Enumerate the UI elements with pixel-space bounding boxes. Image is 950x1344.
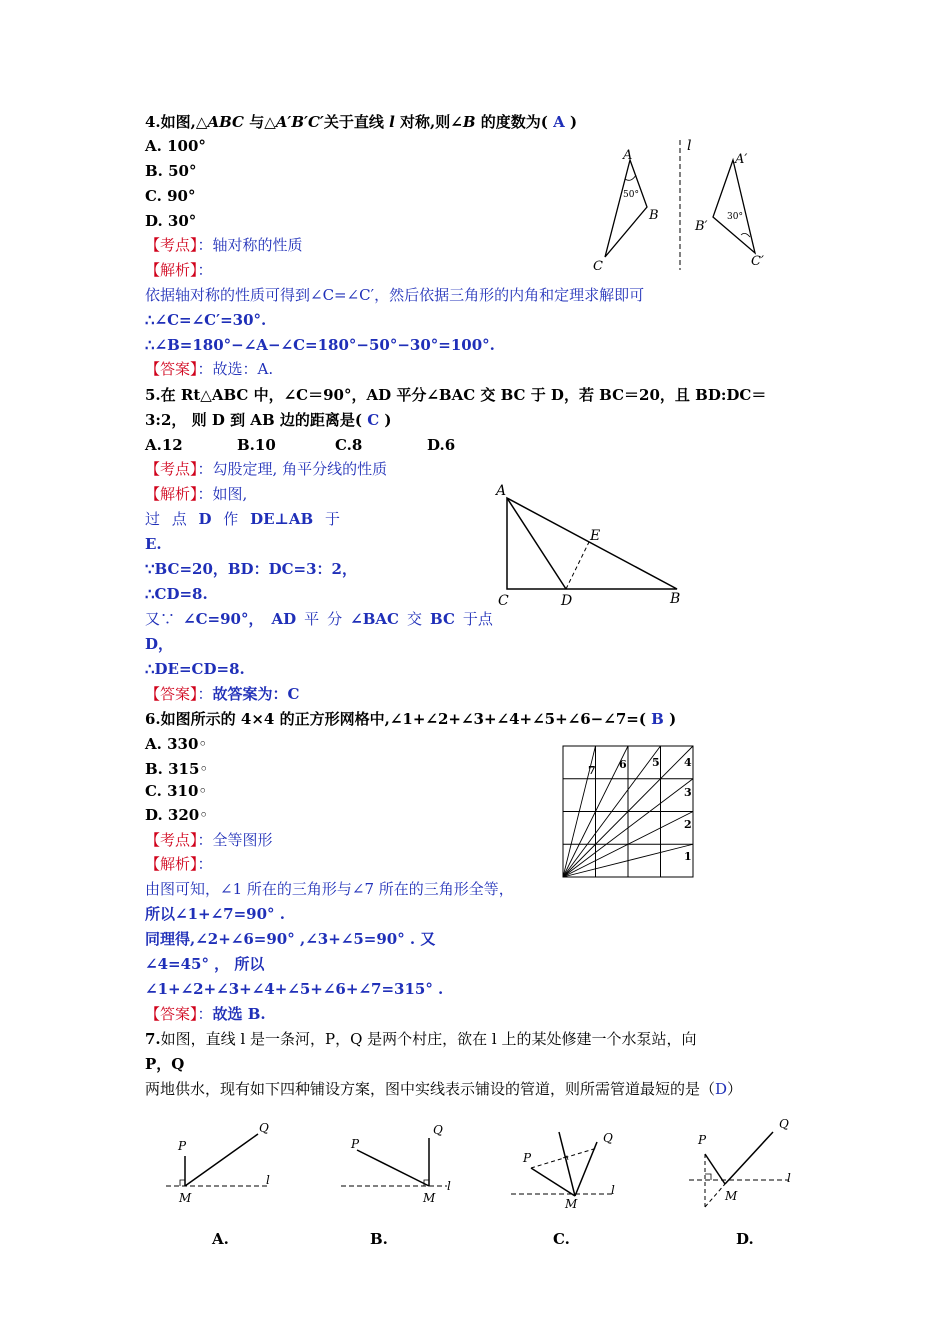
q6-answer: B: [651, 710, 664, 728]
q4-answer: A: [553, 113, 565, 131]
q6-option-c: C. 310◦: [145, 782, 208, 800]
q4-label-c: C: [593, 259, 603, 274]
q5-kaodian: 【考点】：勾股定理, 角平分线的性质: [145, 460, 388, 478]
q6-label-4: 4: [684, 756, 692, 769]
q7-caption-d: D.: [736, 1230, 754, 1248]
q5-label-a: A: [496, 483, 507, 499]
q4-option-d: D. 30°: [145, 212, 197, 230]
q7b-label-l: l: [447, 1179, 451, 1193]
q6-kaodian: 【考点】：全等图形: [145, 831, 273, 849]
q5-stem-line1: 5.在 Rt△ABC 中，∠C＝90°，AD 平分∠BAC 交 BC 于 D，若 BC＝20，且 BD:DC＝: [145, 386, 767, 404]
q6-label-7: 7: [588, 764, 596, 777]
q4-label-b: B: [649, 208, 659, 223]
q5-jiexi-7: ∴DE=CD=8.: [145, 660, 245, 678]
q4-kaodian: 【考点】：轴对称的性质: [145, 236, 303, 254]
q4-jiexi-2: ∴∠C=∠C′=30°.: [145, 311, 267, 329]
q5-label-b: B: [670, 591, 681, 607]
q6-jiexi-5: ∠1+∠2+∠3+∠4+∠5+∠6+∠7=315° .: [145, 980, 444, 998]
q7c-label-q: Q: [603, 1131, 613, 1145]
q5-jiexi-1: 过 点 D 作 DE⊥AB 于: [145, 510, 340, 528]
q5-option-a: A.12: [145, 436, 183, 454]
q7-stem-line3: 两地供水，现有如下四种铺设方案，图中实线表示铺设的管道，则所需管道最短的是（D）: [145, 1080, 743, 1098]
q4-figure: [585, 135, 785, 275]
q7a-label-m: M: [179, 1191, 192, 1205]
q7d-label-q: Q: [779, 1117, 789, 1131]
q4-angle-30: 30°: [727, 212, 743, 222]
q4-jiexi-1: 依据轴对称的性质可得到∠C=∠C′，然后依据三角形的内角和定理求解即可: [145, 286, 645, 304]
q6-jiexi-1: 由图可知，∠1 所在的三角形与∠7 所在的三角形全等，: [145, 880, 514, 898]
q7d-label-l: l: [787, 1171, 791, 1185]
q4-jiexi-3: ∴∠B=180°−∠A−∠C=180°−50°−30°=100°.: [145, 336, 495, 354]
q4-option-b: B. 50°: [145, 162, 197, 180]
q6-option-b: B. 315◦: [145, 760, 209, 778]
q6-label-3: 3: [684, 786, 692, 799]
q5-jiexi-label: 【解析】：如图,: [145, 485, 248, 503]
q4-label-b2: B′: [695, 219, 708, 234]
q4-option-a: A. 100°: [145, 137, 206, 155]
q4-daan: 【答案】：故选：A.: [145, 360, 274, 378]
q7-figure-c: [505, 1118, 630, 1210]
q4-jiexi-label: 【解析】：: [145, 261, 213, 279]
q5-bisector-ad: [507, 498, 566, 589]
q6-option-d: D. 320◦: [145, 806, 209, 824]
q7-caption-a: A.: [212, 1230, 229, 1248]
q7-figure-d: [685, 1112, 810, 1210]
q6-jiexi-label: 【解析】：: [145, 855, 213, 873]
q4-triangle-abc: [605, 160, 647, 257]
q7b-label-m: M: [423, 1191, 436, 1205]
q7d-label-p: P: [698, 1133, 707, 1147]
q7a-label-p: P: [178, 1139, 187, 1153]
q7-answer: D: [715, 1080, 728, 1098]
q7-figure-b: [335, 1118, 460, 1210]
q5-jiexi-4: ∴CD=8.: [145, 585, 208, 603]
q5-option-c: C.8: [335, 436, 363, 454]
q7d-label-m: M: [725, 1189, 738, 1203]
q5-answer: C: [367, 411, 380, 429]
q5-daan: 【答案】：故答案为：C: [145, 685, 300, 703]
q7b-label-q: Q: [433, 1123, 443, 1137]
q4-triangle-a2b2c2: [713, 160, 755, 253]
q6-label-5: 5: [652, 756, 660, 769]
q5-label-d: D: [561, 593, 573, 608]
q7-stem-line2: P，Q: [145, 1055, 185, 1073]
q7-caption-c: C.: [553, 1230, 570, 1248]
q4-label-l: l: [687, 138, 692, 154]
q5-jiexi-3: ∵BC=20，BD：DC=3：2，: [145, 560, 357, 578]
q7b-label-p: P: [351, 1137, 360, 1151]
q7-figure-a: [160, 1118, 285, 1210]
q4-stem: 4.如图,△ABC 与△A′B′C′关于直线 l 对称,则∠B 的度数为( A ): [145, 113, 578, 131]
q7-caption-b: B.: [370, 1230, 388, 1248]
q5-label-c: C: [498, 593, 509, 608]
q7a-label-l: l: [266, 1173, 270, 1187]
q6-jiexi-4: ∠4=45° ， 所以: [145, 955, 265, 973]
q5-jiexi-6: D，: [145, 635, 174, 653]
q6-figure: [560, 744, 698, 880]
q5-perpendicular-de: [566, 542, 589, 589]
q5-options: [145, 435, 455, 455]
q5-label-e: E: [590, 528, 601, 544]
q5-jiexi-5: 又∵ ∠C=90°， AD 平 分 ∠BAC 交 BC 于点: [145, 610, 493, 628]
q5-figure: [490, 478, 695, 608]
q7c-label-l: l: [611, 1183, 615, 1197]
q4-option-c: C. 90°: [145, 187, 196, 205]
q7a-label-q: Q: [259, 1121, 269, 1135]
q5-jiexi-2: E.: [145, 535, 162, 553]
q6-daan: 【答案】：故选 B.: [145, 1005, 266, 1023]
q6-option-a: A. 330◦: [145, 735, 208, 753]
q7c-label-p: P: [523, 1151, 532, 1165]
q4-label-c2: C′: [751, 254, 764, 269]
q6-label-1: 1: [684, 850, 692, 863]
q4-label-a2: A′: [735, 152, 748, 167]
q6-label-2: 2: [684, 818, 692, 831]
q4-angle-50: 50°: [623, 190, 639, 200]
q5-option-d: D.6: [427, 436, 456, 454]
q5-option-b: B.10: [237, 436, 276, 454]
q7c-label-m: M: [565, 1197, 578, 1210]
q6-stem: 6.如图所示的 4×4 的正方形网格中,∠1+∠2+∠3+∠4+∠5+∠6−∠7=( B ): [145, 710, 677, 728]
q6-jiexi-2: 所以∠1+∠7=90° .: [145, 905, 285, 923]
q4-label-a: A: [623, 148, 633, 163]
q7-stem-line1: 7.如图，直线 l 是一条河，P，Q 是两个村庄，欲在 l 上的某处修建一个水泵站，向: [145, 1030, 697, 1048]
q6-label-6: 6: [619, 758, 627, 771]
q6-jiexi-3: 同理得,∠2+∠6=90° ,∠3+∠5=90° . 又: [145, 930, 436, 948]
q5-stem-line2: 3:2， 则 D 到 AB 边的距离是( C ): [145, 411, 392, 429]
